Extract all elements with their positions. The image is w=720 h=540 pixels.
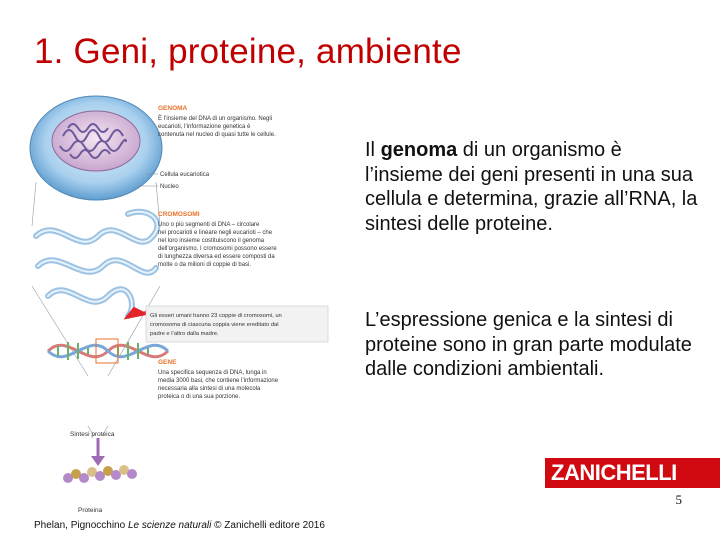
genoma-term: genoma — [380, 139, 458, 161]
paragraph-expression: L’espressione genica e la sintesi di proteine sono in gran parte modulate dalle condizioni ambientali. — [365, 309, 692, 380]
genoma-text-3: contenuta nel nucleo di quasi tutte le cellule. — [158, 132, 276, 138]
paragraph-genome-end: di un organismo è l’insieme dei geni presenti in una sua cellula e determina, grazie all’RNA, la sintesi delle proteine. — [365, 139, 698, 235]
page-number: 5 — [675, 492, 682, 507]
callout-text-1: Gli esseri umani hanno 23 coppie di cromosomi, un — [150, 313, 282, 319]
cromosomi-text-3: nel loro insieme costituiscono il genoma — [158, 238, 265, 244]
footer-authors: Phelan, Pignocchino — [34, 520, 128, 531]
nucleo-label: Nucleo — [160, 184, 179, 190]
genoma-text-2: eucarioti, l’informazione genetica è — [158, 124, 251, 130]
genome-illustration — [28, 86, 338, 526]
cromosomi-text-6: molte o da milioni di coppie di basi. — [158, 262, 252, 268]
genoma-text-1: È l’insieme del DNA di un organismo. Negli — [158, 116, 273, 122]
chromosome-dna-coil — [36, 212, 157, 316]
footer-book-title: Le scienze naturali — [127, 520, 212, 531]
gene-text-1: Una specifica sequenza di DNA, lunga in — [158, 370, 267, 376]
gene-text-3: necessaria alla sintesi di una molecola — [158, 386, 261, 392]
sintesi-label: Sintesi proteica — [70, 431, 115, 438]
protein-chain — [63, 465, 137, 483]
cromosomi-text-1: Uno o più segmenti di DNA – circolare — [158, 222, 260, 228]
gene-text-4: proteica o di una sua porzione. — [158, 394, 241, 400]
callout-text-3: padre e l’altro dalla madre. — [150, 331, 219, 337]
eukaryotic-cell — [30, 96, 162, 200]
footer-publisher: © Zanichelli editore 2016 — [211, 520, 325, 531]
footer-credit — [34, 520, 325, 531]
gene-text-2: media 3000 basi, che contiene l’informazione — [158, 378, 279, 384]
cromosomi-heading: CROMOSOMI — [158, 211, 200, 218]
gene-heading: GENE — [158, 359, 177, 366]
zanichelli-logo: ZANICHELLI — [545, 458, 720, 488]
proteina-label: Proteina — [78, 507, 103, 514]
callout-box — [146, 306, 328, 342]
genoma-heading: GENOMA — [158, 105, 188, 112]
cromosomi-text-2: nei procarioti e lineare negli eucarioti – che — [158, 230, 273, 236]
gene-double-helix — [48, 339, 168, 363]
callout-text-2: cromosoma di ciascuna coppia viene ereditato dal — [150, 322, 279, 328]
paragraph-genome-start: Il — [365, 139, 381, 161]
cromosomi-text-4: dell’organismo. I cromosomi possono essere — [158, 246, 277, 252]
cromosomi-text-5: di lunghezza diversa ed essere composti da — [158, 254, 275, 260]
paragraph-genome — [365, 138, 700, 236]
slide-title: 1. Geni, proteine, ambiente — [34, 32, 462, 71]
cellula-label: Cellula eucariotica — [160, 172, 210, 178]
